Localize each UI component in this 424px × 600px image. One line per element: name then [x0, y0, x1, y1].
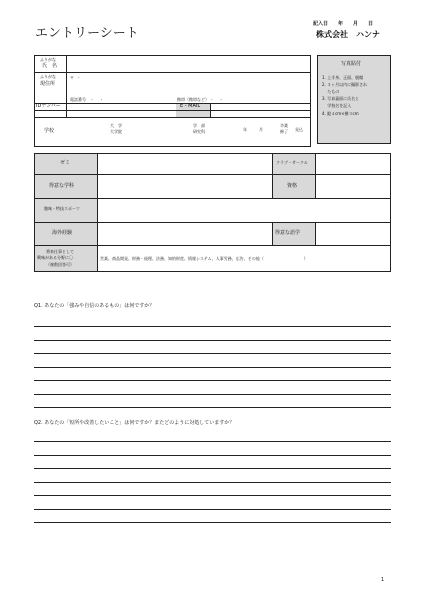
- email-label: E - MAIL: [180, 103, 201, 109]
- answer-line: [34, 340, 391, 341]
- photo-note: 1. 上半身、正面、脱帽: [322, 75, 364, 80]
- answer-line: [34, 367, 391, 368]
- desired-fields[interactable]: 営業、商品開発、財務・経理、法務、知的財産、情報システム、人事労務、広告、その他（ ）: [100, 256, 308, 261]
- answer-line: [34, 468, 391, 469]
- question-2: Q2. あなたの「短所や改善したいこと」は何ですか？またどのように対処していますか？: [34, 420, 235, 426]
- page-number: 1: [381, 577, 385, 583]
- page-title: エントリーシート: [35, 26, 139, 41]
- subject-label: 得意な学科: [49, 183, 75, 189]
- address-label: 現住所: [40, 81, 56, 87]
- overseas-label: 海外経験: [52, 230, 73, 236]
- date-label: 記入日 年 月 日: [313, 21, 374, 27]
- status-expected: 見込: [295, 127, 303, 132]
- faculty-label: 学 部: [193, 123, 205, 128]
- photo-note: 学校名を記入: [322, 103, 352, 108]
- postal-code: 〒 -: [70, 75, 80, 80]
- id-number-label: IDナンバー: [36, 103, 61, 109]
- answer-line: [34, 394, 391, 395]
- status-completed: 修了: [280, 129, 288, 134]
- answer-line: [34, 509, 391, 510]
- name-field[interactable]: [67, 56, 310, 71]
- email-field[interactable]: [211, 104, 310, 110]
- answer-line: [34, 407, 391, 408]
- answer-line: [34, 495, 391, 496]
- phone-label: 電話番号 - -: [70, 97, 103, 102]
- photo-title: 写真貼付: [341, 61, 362, 67]
- university-label: 大 学: [110, 123, 122, 128]
- school-label: 学校: [44, 128, 55, 134]
- seminar-label: ゼミ: [60, 160, 71, 166]
- status-graduated: 卒業: [280, 123, 288, 128]
- photo-note: 2. ３ヶ月以内に撮影され: [322, 82, 368, 87]
- qualification-label: 資格: [287, 183, 298, 189]
- address-furigana-label: ふりがな: [40, 74, 56, 79]
- club-label: クラブ・サークル: [276, 160, 308, 165]
- answer-line: [34, 380, 391, 381]
- answer-line: [34, 522, 391, 523]
- mobile-label: 携帯（携帯など） - -: [177, 97, 222, 102]
- desired-field-label-2: 興味がある分野に〇: [37, 255, 73, 260]
- furigana-label: ふりがな: [40, 57, 56, 62]
- graduate-school-label: 大学院: [110, 129, 122, 134]
- name-label: 氏 名: [42, 63, 58, 69]
- hobby-label: 趣味・特技スポーツ: [44, 206, 80, 211]
- question-1: Q1. あなたの「強みや自信のあるもの」は何ですか？: [34, 303, 155, 309]
- desired-field-label-3: （複数回答可）: [46, 262, 74, 267]
- answer-line: [34, 482, 391, 483]
- year-label: 年: [243, 127, 247, 132]
- photo-note: 4. 縦４cm×横３cm: [322, 111, 359, 116]
- month-label: 月: [259, 127, 263, 132]
- language-label: 得意な語学: [275, 230, 301, 236]
- company-name: 株式会社 ハンナ: [316, 30, 380, 39]
- photo-note: 3. 写真裏面に氏名と: [322, 96, 360, 101]
- answer-line: [34, 326, 391, 327]
- answer-line: [34, 441, 391, 442]
- research-label: 研究科: [193, 129, 205, 134]
- photo-note: たもの: [322, 89, 340, 94]
- answer-line: [34, 455, 391, 456]
- desired-field-label-1: 将来仕事として: [46, 249, 74, 254]
- answer-line: [34, 353, 391, 354]
